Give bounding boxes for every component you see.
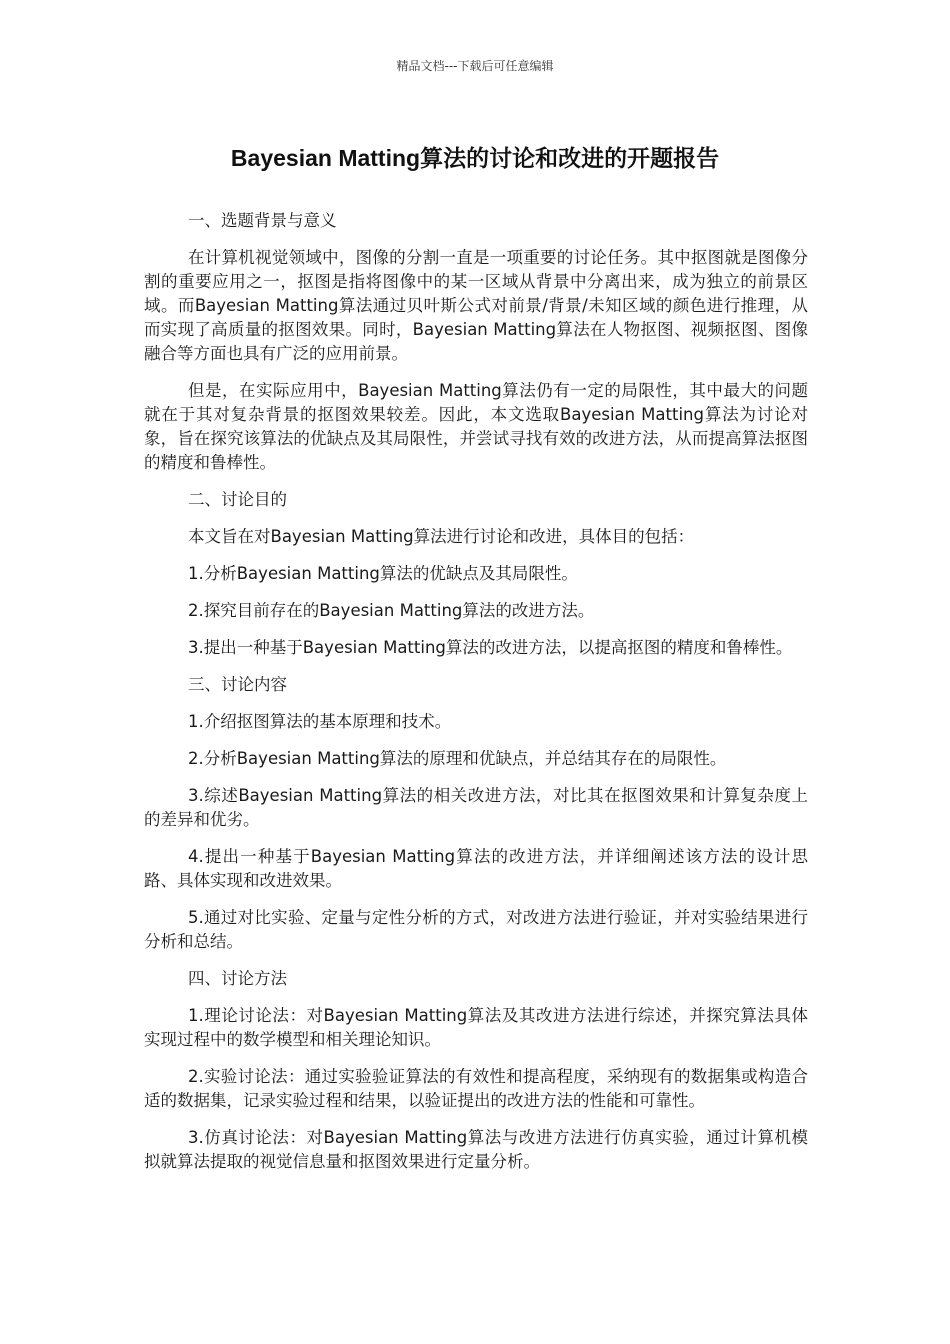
section-heading-methods: 四、讨论方法 bbox=[188, 969, 287, 988]
list-item: 2.实验讨论法：通过实验验证算法的有效性和提高程度，采纳现有的数据集或构造合适的数据集，记录实验过程和结果，以验证提出的改进方法的性能和可靠性。 bbox=[144, 1067, 808, 1110]
list-item: 5.通过对比实验、定量与定性分析的方式，对改进方法进行验证，并对实验结果进行分析和总结。 bbox=[144, 908, 808, 951]
section-heading-purpose: 二、讨论目的 bbox=[188, 490, 287, 509]
list-item: 3.综述Bayesian Matting算法的相关改进方法，对比其在抠图效果和计算复杂度上的差异和优劣。 bbox=[144, 786, 808, 829]
paragraph: 本文旨在对Bayesian Matting算法进行讨论和改进，具体目的包括： bbox=[188, 527, 695, 546]
list-item: 3.仿真讨论法：对Bayesian Matting算法与改进方法进行仿真实验，通过计算机模拟就算法提取的视觉信息量和抠图效果进行定量分析。 bbox=[144, 1128, 808, 1171]
list-item: 2.探究目前存在的Bayesian Matting算法的改进方法。 bbox=[188, 601, 595, 620]
list-item: 3.提出一种基于Bayesian Matting算法的改进方法，以提高抠图的精度和鲁棒性。 bbox=[188, 638, 793, 657]
list-item: 4.提出一种基于Bayesian Matting算法的改进方法，并详细阐述该方法的设计思路、具体实现和改进效果。 bbox=[144, 847, 808, 890]
paragraph: 在计算机视觉领域中，图像的分割一直是一项重要的讨论任务。其中抠图就是图像分割的重要应用之一，抠图是指将图像中的某一区域从背景中分离出来，成为独立的前景区域。而Bayesian Matting算法通过贝叶斯公式对前景/背景/未知区域的颜色进行推理，从而实现了高质量的抠图效果。同时，Bayesian Matting算法在人物抠图、视频抠图、图像融合等方面也具有广泛的应用前景。 bbox=[144, 248, 808, 363]
header-note: 精品文档---下载后可任意编辑 bbox=[396, 59, 554, 73]
paragraph: 但是，在实际应用中，Bayesian Matting算法仍有一定的局限性，其中最大的问题就在于其对复杂背景的抠图效果较差。因此，本文选取Bayesian Matting算法为讨论对象，旨在探究该算法的优缺点及其局限性，并尝试寻找有效的改进方法，从而提高算法抠图的精度和鲁棒性。 bbox=[144, 381, 808, 472]
list-item: 1.介绍抠图算法的基本原理和技术。 bbox=[188, 712, 452, 731]
list-item: 1.理论讨论法：对Bayesian Matting算法及其改进方法进行综述，并探究算法具体实现过程中的数学模型和相关理论知识。 bbox=[144, 1006, 808, 1049]
document-body bbox=[144, 209, 808, 1187]
document-title: Bayesian Matting算法的讨论和改进的开题报告 bbox=[230, 145, 720, 171]
list-item: 2.分析Bayesian Matting算法的原理和优缺点，并总结其存在的局限性。 bbox=[188, 749, 727, 768]
section-heading-background: 一、选题背景与意义 bbox=[188, 211, 337, 230]
list-item: 1.分析Bayesian Matting算法的优缺点及其局限性。 bbox=[188, 564, 578, 583]
section-heading-content: 三、讨论内容 bbox=[188, 675, 287, 694]
